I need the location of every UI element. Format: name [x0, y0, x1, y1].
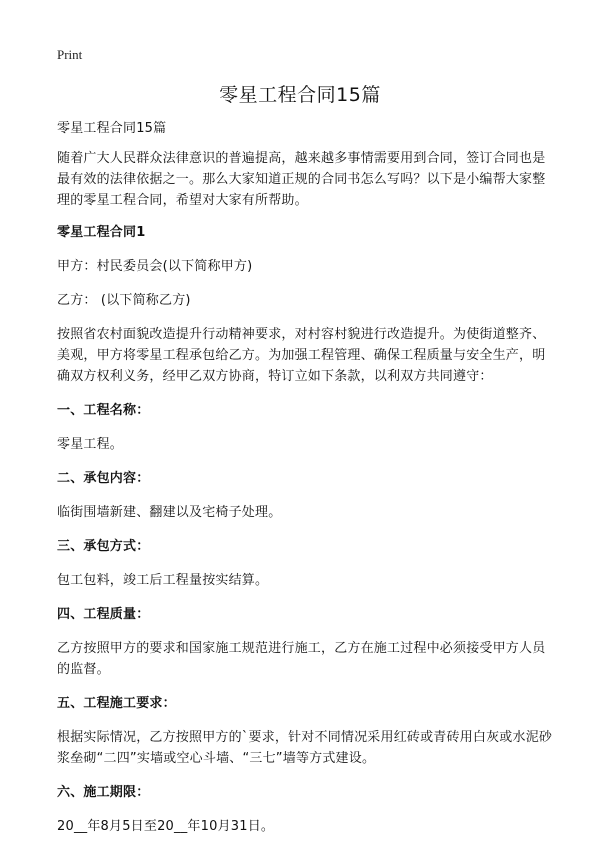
- clause-heading: 二、承包内容：: [57, 471, 150, 486]
- document-body: [57, 118, 557, 850]
- intro-paragraph: 随着广大人民群众法律意识的普遍提高，越来越多事情需要用到合同，签订合同也是最有效的法律依据之一。那么大家知道正规的合同书怎么写吗？以下是小编帮大家整理的零星工程合同，希望对大家有所帮助。: [57, 151, 546, 208]
- print-link[interactable]: Print: [57, 47, 83, 62]
- clause-body: 20__年8月5日至20__年10月31日。: [57, 819, 275, 834]
- party-a-line: 甲方：村民委员会(以下简称甲方): [57, 259, 253, 274]
- clause-heading: 三、承包方式：: [57, 539, 150, 554]
- page-title: 零星工程合同15篇: [219, 84, 381, 106]
- clause-heading: 五、工程施工要求：: [57, 696, 176, 711]
- preamble-paragraph: 按照省农村面貌改造提升行动精神要求，对村容村貌进行改造提升。为使街道整齐、美观，甲方将零星工程承包给乙方。为加强工程管理、确保工程质量与安全生产，明确双方权利义务，经甲乙双方协商，特订立如下条款，以利双方共同遵守：: [57, 327, 546, 384]
- clause-body: 零星工程。: [57, 437, 124, 452]
- clause-body: 根据实际情况，乙方按照甲方的`要求，针对不同情况采用红砖或青砖用白灰或水泥砂浆垒砌“二四”实墙或空心斗墙、“三七”墙等方式建设。: [57, 730, 553, 766]
- clause-body: 乙方按照甲方的要求和国家施工规范进行施工，乙方在施工过程中必须接受甲方人员的监督。: [57, 641, 546, 677]
- contract-heading: 零星工程合同1: [57, 225, 146, 240]
- document-subtitle: 零星工程合同15篇: [57, 121, 167, 136]
- party-b-line: 乙方： (以下简称乙方): [57, 293, 191, 308]
- clause-heading: 一、工程名称：: [57, 403, 150, 418]
- clause-heading: 六、施工期限：: [57, 785, 150, 800]
- clause-heading: 四、工程质量：: [57, 607, 150, 622]
- clause-body: 临街围墙新建、翻建以及宅椅子处理。: [57, 505, 282, 520]
- clause-body: 包工包料，竣工后工程量按实结算。: [57, 573, 269, 588]
